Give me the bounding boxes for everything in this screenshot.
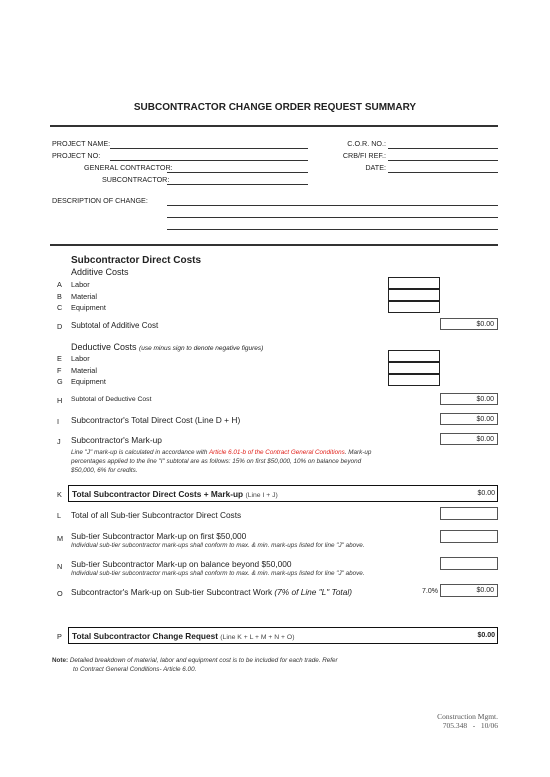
markup-note bbox=[71, 448, 381, 475]
date-field[interactable] bbox=[388, 172, 498, 173]
total-direct-value: $0.00 bbox=[440, 413, 498, 425]
line-letter: H bbox=[57, 396, 63, 405]
line-o-percent: 7.0% bbox=[422, 588, 438, 595]
markup-label: Subcontractor's Mark-up bbox=[71, 435, 162, 445]
markup-note-pre: Line "J" mark-up is calculated in accordance with bbox=[71, 449, 209, 456]
deductive-costs-note: (use minus sign to denote negative figures) bbox=[139, 345, 264, 352]
markup-note-post: . Mark-up percentages applied to the line "I" subtotal are as follows: 15% on first $50,000, 10% on balance beyond $50,000, 6% for credits. bbox=[71, 449, 372, 474]
description-line-1[interactable] bbox=[167, 205, 498, 206]
subcontractor-field[interactable] bbox=[167, 184, 308, 185]
line-m-note: Individual sub-tier subcontractor mark-ups shall conform to max. & min. mark-ups listed for line "J" above. bbox=[71, 542, 365, 549]
line-n-label: Sub-tier Subcontractor Mark-up on balance beyond $50,000 bbox=[71, 559, 292, 569]
cor-no-field[interactable] bbox=[388, 148, 498, 149]
total-direct-label: Subcontractor's Total Direct Cost (Line D + H) bbox=[71, 415, 241, 425]
deductive-costs-heading bbox=[71, 342, 263, 352]
line-letter: G bbox=[57, 377, 63, 386]
deductive-material-input[interactable] bbox=[388, 362, 440, 374]
project-name-field[interactable] bbox=[110, 148, 308, 149]
deductive-equipment-input[interactable] bbox=[388, 374, 440, 386]
total-k-suffix: (Line I + J) bbox=[245, 492, 278, 499]
equipment-label: Equipment bbox=[71, 303, 106, 312]
line-letter: I bbox=[57, 417, 60, 426]
additive-equipment-input[interactable] bbox=[388, 301, 440, 313]
total-k-title: Total Subcontractor Direct Costs + Mark-up bbox=[72, 489, 244, 499]
line-letter: P bbox=[57, 632, 62, 641]
line-m-label: Sub-tier Subcontractor Mark-up on first $50,000 bbox=[71, 531, 247, 541]
line-letter: O bbox=[57, 589, 63, 598]
footer-note-label: Note: bbox=[52, 657, 69, 664]
line-letter: B bbox=[57, 292, 62, 301]
crb-rfi-label: CRB/FI REF.: bbox=[342, 151, 386, 160]
markup-value: $0.00 bbox=[440, 433, 498, 445]
line-o-suffix: (7% of Line "L" Total) bbox=[274, 587, 352, 597]
footer-code: 705.348 - 10/06 bbox=[442, 721, 498, 730]
line-n-note: Individual sub-tier subcontractor mark-ups shall conform to max. & min. mark-ups listed for line "J" above. bbox=[71, 570, 365, 577]
total-p-value: $0.00 bbox=[477, 632, 495, 639]
line-l-input[interactable] bbox=[440, 507, 498, 520]
line-letter: F bbox=[57, 366, 62, 375]
labor-label: Labor bbox=[71, 354, 90, 363]
project-name-label: PROJECT NAME: bbox=[52, 139, 111, 148]
title-rule bbox=[50, 125, 498, 127]
description-line-3[interactable] bbox=[167, 229, 498, 230]
line-l-label: Total of all Sub-tier Subcontractor Direct Costs bbox=[71, 510, 242, 520]
total-p-title: Total Subcontractor Change Request bbox=[72, 631, 218, 641]
equipment-label: Equipment bbox=[71, 377, 106, 386]
project-no-field[interactable] bbox=[110, 160, 308, 161]
material-label: Material bbox=[71, 292, 97, 301]
line-n-input[interactable] bbox=[440, 557, 498, 570]
subtotal-deductive-label: Subtotal of Deductive Cost bbox=[71, 396, 152, 403]
total-p-suffix: (Line K + L + M + N + O) bbox=[220, 634, 295, 641]
subtotal-additive-label: Subtotal of Additive Cost bbox=[71, 321, 159, 330]
section-rule bbox=[50, 244, 498, 246]
deductive-costs-title: Deductive Costs bbox=[71, 342, 137, 352]
labor-label: Labor bbox=[71, 280, 90, 289]
total-k-value: $0.00 bbox=[477, 490, 495, 497]
line-m-input[interactable] bbox=[440, 530, 498, 543]
description-line-2[interactable] bbox=[167, 217, 498, 218]
material-label: Material bbox=[71, 366, 97, 375]
direct-costs-heading: Subcontractor Direct Costs bbox=[71, 255, 202, 266]
line-letter: N bbox=[57, 562, 63, 571]
general-contractor-field[interactable] bbox=[167, 172, 308, 173]
additive-material-input[interactable] bbox=[388, 289, 440, 301]
additive-labor-input[interactable] bbox=[388, 277, 440, 289]
line-o-value: $0.00 bbox=[440, 584, 498, 597]
line-o-title: Subcontractor's Mark-up on Sub-tier Subcontract Work bbox=[71, 587, 273, 597]
footer-note bbox=[52, 656, 338, 665]
line-letter: A bbox=[57, 280, 62, 289]
line-letter: C bbox=[57, 303, 63, 312]
line-letter: J bbox=[57, 437, 61, 446]
crb-rfi-field[interactable] bbox=[388, 160, 498, 161]
subtotal-deductive-value: $0.00 bbox=[440, 393, 498, 405]
line-letter: K bbox=[57, 490, 62, 499]
footer-dept: Construction Mgmt. bbox=[437, 712, 498, 721]
total-k-label bbox=[72, 489, 278, 499]
subtotal-additive-value: $0.00 bbox=[440, 318, 498, 330]
subcontractor-label: SUBCONTRACTOR: bbox=[102, 175, 170, 184]
cor-no-label: C.O.R. NO.: bbox=[347, 139, 386, 148]
markup-note-article-link: Article 6.01-b of the Contract General Conditions bbox=[208, 449, 345, 456]
line-letter: M bbox=[57, 534, 64, 543]
deductive-labor-input[interactable] bbox=[388, 350, 440, 362]
line-letter: L bbox=[57, 511, 62, 520]
general-contractor-label: GENERAL CONTRACTOR: bbox=[84, 163, 173, 172]
page-title: SUBCONTRACTOR CHANGE ORDER REQUEST SUMMARY bbox=[133, 102, 417, 113]
additive-costs-heading: Additive Costs bbox=[71, 267, 129, 277]
description-label: DESCRIPTION OF CHANGE: bbox=[52, 196, 148, 205]
project-no-label: PROJECT NO: bbox=[52, 151, 101, 160]
line-o-label bbox=[71, 587, 352, 597]
footer-note-line1: Detailed breakdown of material, labor and equipment cost is to be included for each trade. Refer bbox=[69, 657, 338, 664]
footer-note-line2: to Contract General Conditions- Article 6.00. bbox=[73, 666, 197, 673]
line-letter: D bbox=[57, 322, 63, 331]
line-letter: E bbox=[57, 354, 62, 363]
date-label: DATE: bbox=[365, 163, 386, 172]
total-p-label bbox=[72, 631, 294, 641]
